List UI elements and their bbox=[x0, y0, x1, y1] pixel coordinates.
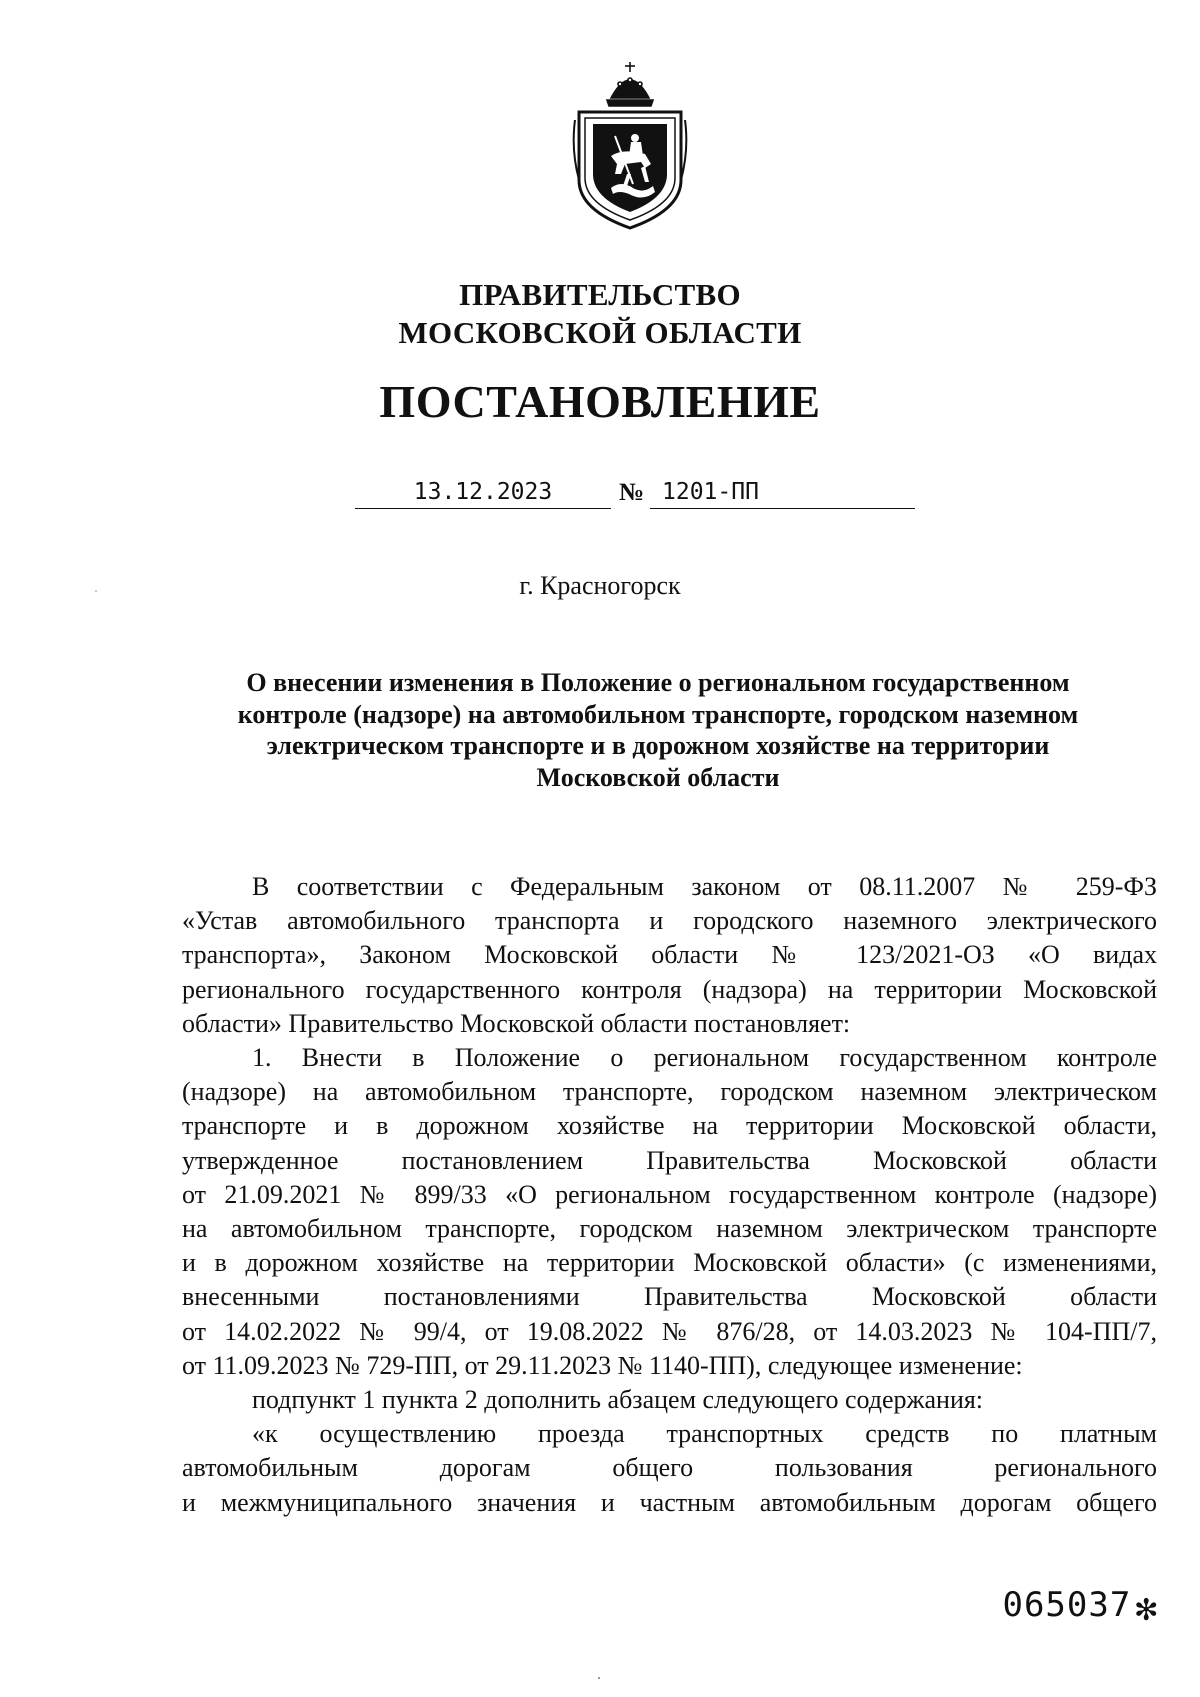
body-line: на автомобильном транспорте, городском наземном электрическом транспорте bbox=[182, 1214, 1157, 1244]
body-line: внесенными постановлениями Правительства Московской области bbox=[182, 1282, 1157, 1312]
document-subject bbox=[196, 667, 1120, 793]
government-name-line2: МОСКОВСКОЙ ОБЛАСТИ bbox=[398, 315, 802, 350]
subject-line: Московской области bbox=[536, 762, 780, 792]
serial-number: 065037 bbox=[1002, 1585, 1132, 1625]
body-line: и межмуниципального значения и частным автомобильным дорогам общего bbox=[182, 1487, 1157, 1517]
government-name bbox=[0, 276, 1200, 352]
body-line: от 21.09.2021 № 899/33 «О региональном государственном контроле (надзоре) bbox=[182, 1179, 1157, 1209]
document-body bbox=[182, 870, 1157, 1520]
body-line: транспорта», Законом Московской области № 123/2021-ОЗ «О видах bbox=[182, 940, 1157, 970]
body-line: утвержденное постановлением Правительства Московской области bbox=[182, 1145, 1157, 1175]
number-sign: № bbox=[619, 479, 645, 506]
body-line: от 14.02.2022 № 99/4, от 19.08.2022 № 876/28, от 14.03.2023 № 104-ПП/7, bbox=[182, 1316, 1157, 1346]
subject-line: электрическом транспорте и в дорожном хозяйстве на территории bbox=[266, 731, 1050, 760]
document-date: 13.12.2023 bbox=[355, 476, 611, 509]
document-number: 1201-ПП bbox=[650, 476, 915, 509]
city: г. Красногорск bbox=[519, 571, 681, 600]
body-line: и в дорожном хозяйстве на территории Московской области» (с изменениями, bbox=[182, 1248, 1157, 1278]
body-line: 1. Внести в Положение о региональном государственном контроле bbox=[252, 1043, 1157, 1073]
asterisk-star-icon: ✻ bbox=[1135, 1588, 1158, 1629]
subject-line: контроле (надзоре) на автомобильном транспорте, городском наземном bbox=[237, 699, 1079, 729]
government-name-line1: ПРАВИТЕЛЬСТВО bbox=[459, 277, 741, 312]
scan-artifact bbox=[95, 590, 97, 592]
body-line: регионального государственного контроля (надзора) на территории Московской bbox=[182, 974, 1157, 1004]
body-line: автомобильным дорогам общего пользования регионального bbox=[182, 1453, 1157, 1483]
body-line: от 11.09.2023 № 729-ПП, от 29.11.2023 № 1140-ПП), следующее изменение: bbox=[182, 1350, 1023, 1380]
date-number-line bbox=[355, 473, 915, 509]
body-line: В соответствии с Федеральным законом от 08.11.2007 № 259-ФЗ bbox=[252, 872, 1157, 901]
body-line: (надзоре) на автомобильном транспорте, городском наземном электрическом bbox=[182, 1077, 1157, 1107]
body-line: «Устав автомобильного транспорта и городского наземного электрического bbox=[182, 906, 1157, 936]
moscow-oblast-coat-of-arms-icon bbox=[571, 60, 689, 230]
body-line: «к осуществлению проезда транспортных средств по платным bbox=[252, 1419, 1157, 1449]
body-line: области» Правительство Московской области постановляет: bbox=[182, 1008, 851, 1038]
subject-line: О внесении изменения в Положение о региональном государственном bbox=[246, 668, 1070, 697]
form-serial-number bbox=[1002, 1585, 1158, 1629]
scan-artifact bbox=[598, 1677, 600, 1679]
body-line: подпункт 1 пункта 2 дополнить абзацем следующего содержания: bbox=[252, 1385, 984, 1415]
body-line: транспорте и в дорожном хозяйстве на территории Московской области, bbox=[182, 1111, 1157, 1141]
document-type: ПОСТАНОВЛЕНИЕ bbox=[379, 376, 821, 427]
